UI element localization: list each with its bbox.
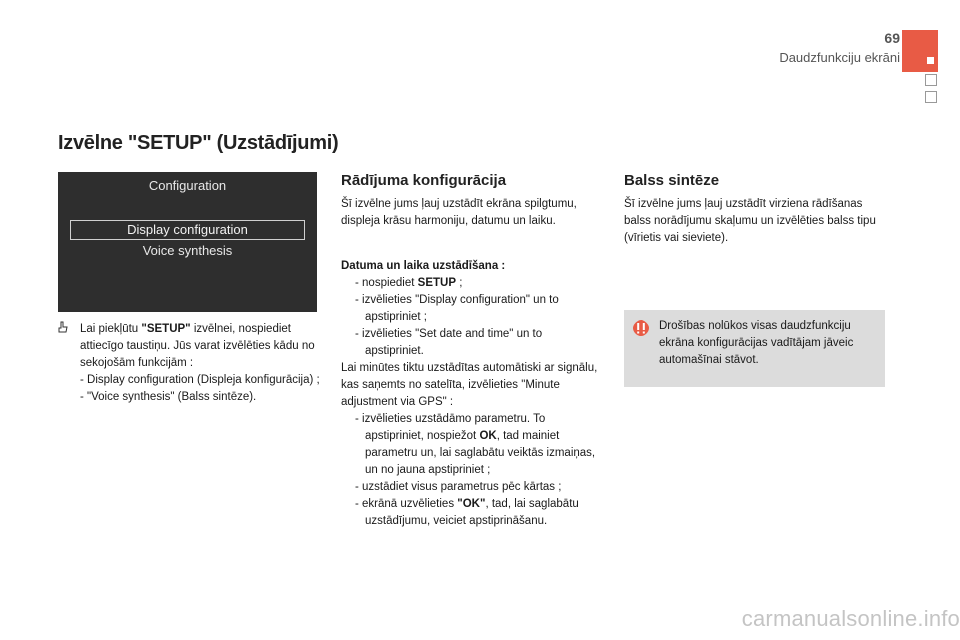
intro-paragraph: Šī izvēlne jums ļauj uzstādīt ekrāna spilgtumu, displeja krāsu harmoniju, datumu un laiku. <box>341 198 577 227</box>
step-text: , tad mainiet parametru un, lai saglabātu veiktās izmaiņas, un no jauna apstipriniet ; <box>365 430 596 476</box>
section-title: Daudzfunkciju ekrāni <box>779 50 900 65</box>
section-heading: Balss sintēze <box>624 172 720 189</box>
step: - uzstādiet visus parametrus pēc kārtas ; <box>355 481 562 493</box>
display-screen-illustration <box>58 172 317 312</box>
step <box>341 275 603 292</box>
list-item: - "Voice synthesis" (Balss sintēze). <box>80 391 257 403</box>
chapter-tab-active <box>902 30 938 72</box>
step <box>341 496 603 530</box>
chapter-tab <box>925 74 937 86</box>
warning-box <box>624 310 885 387</box>
subheading: Datuma un laika uzstādīšana : <box>341 260 506 272</box>
chapter-tab <box>925 91 937 103</box>
setup-key-label: SETUP <box>417 277 456 289</box>
instructions-column <box>58 321 320 406</box>
step: - izvēlieties "Set date and time" un to apstipriniet. <box>355 328 543 357</box>
exclamation-warning-icon <box>632 319 650 337</box>
screen-title: Configuration <box>148 178 227 193</box>
step-text: ; <box>456 277 463 289</box>
tab-marker-icon <box>927 57 934 64</box>
page-number: 69 <box>884 30 900 46</box>
screen-menu-item-selected: Display configuration <box>70 220 305 240</box>
intro-text: izvēlnei, nospiediet attiecīgo taustiņu. Jūs varat izvēlēties kādu no sekojošām funkcijām : <box>80 323 315 369</box>
display-config-column <box>341 196 603 530</box>
intro-paragraph: Šī izvēlne jums ļauj uzstādīt virziena rādīšanas balss norādījumu skaļumu un izvēlēties balss tipu (vīrietis vai sieviete). <box>624 198 876 244</box>
hand-pointer-icon <box>58 321 80 338</box>
page-title: Izvēlne "SETUP" (Uzstādījumi) <box>58 132 339 154</box>
list-item: - Display configuration (Displeja konfigurācija) ; <box>80 374 320 386</box>
step-text: - izvēlieties uzstādāmo parametru. To apstipriniet, nospiežot <box>355 413 546 442</box>
intro-paragraph <box>58 321 320 372</box>
voice-synthesis-column <box>624 196 886 247</box>
step: - izvēlieties "Display configuration" un to apstipriniet ; <box>355 294 559 323</box>
step-text: - nospiediet <box>355 277 418 289</box>
ok-key-label: OK <box>479 430 497 442</box>
watermark: carmanualsonline.info <box>741 606 960 631</box>
screen-menu-item: Voice synthesis <box>142 243 233 258</box>
step <box>341 411 603 479</box>
step-text: , tad, lai saglabātu uzstādījumu, veiciet apstiprināšanu. <box>365 498 579 527</box>
setup-key-label: "SETUP" <box>141 323 191 335</box>
section-heading: Rādījuma konfigurācija <box>341 172 507 189</box>
intro-text: Lai piekļūtu <box>80 323 142 335</box>
paragraph: Lai minūtes tiktu uzstādītas automātiski ar signālu, kas saņemts no satelīta, izvēlieties "Minute adjustment via GPS" : <box>341 362 598 408</box>
step-text: - ekrānā uzvēlieties <box>355 498 458 510</box>
ok-key-label: "OK" <box>457 498 486 510</box>
warning-text: Drošības nolūkos visas daudzfunkciju ekrāna konfigurācijas vadītājam jāveic automašīnai stāvot. <box>659 320 854 366</box>
